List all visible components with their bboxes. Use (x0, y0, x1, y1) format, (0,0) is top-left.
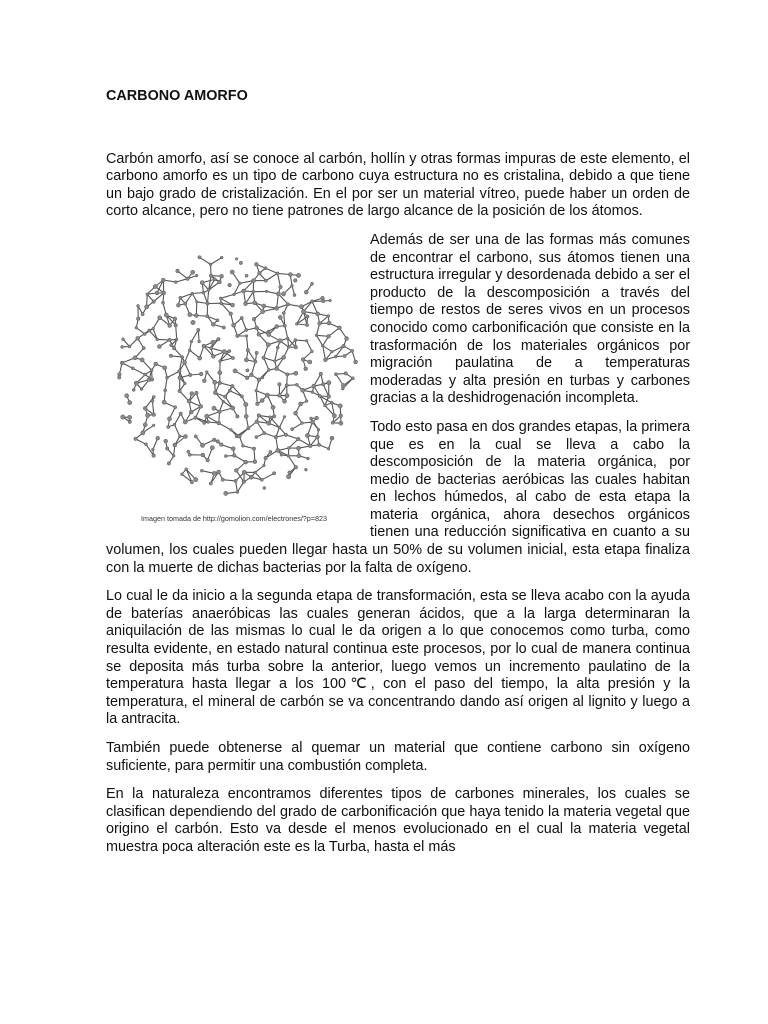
figure-caption: Imagen tomada de http://gomolion.com/electrones/?p=823 (141, 513, 327, 523)
document-title: CARBONO AMORFO (106, 88, 248, 104)
paragraph-3: Todo esto pasa en dos grandes etapas, la primera que es en la cual se lleva a cabo la descomposición de la materia orgánica, por medio de bacterias aeróbicas las cuales habitan en lechos húmedos, al cabo de esta etapa la materia orgánica, ahora desechos orgánicos tienen una reducción significativa en cuanto a su volumen, los cuales pueden llegar hasta un 50% de su volumen inicial, esta etapa finaliza con la muerte de dichas bacterias por la falta de oxígeno. (106, 418, 690, 576)
paragraph-6: En la naturaleza encontramos diferentes tipos de carbones minerales, los cuales se clasifican dependiendo del grado de carbonificación que haya tenido la materia vegetal que origino el carbón. Esto va desde el menos evolucionado en el cual la materia vegetal muestra poca alteración este es la Turba, hasta el más (106, 786, 690, 855)
paragraph-4: Lo cual le da inicio a la segunda etapa de transformación, esta se lleva acabo con la ayuda de baterías anaeróbicas las cuales generan ácidos, que a la larga determinaran la aniquilación de las mismas lo cual le da origen a lo que conocemos como turba, como resulta evidente, en estado natural continua este procesos, por lo cual de manera continua se deposita más turba sobre la anterior, luego vemos un incremento paulatino de la temperatura hasta llegar a los 100℃, con el paso del tiempo, la alta presión y la temperatura, el mineral de carbón se va concentrando dando así origen al lignito y luego a la antracita. (106, 588, 690, 728)
network-atoms (118, 256, 358, 496)
amorphous-carbon-network-image (106, 234, 362, 514)
paragraph-1: Carbón amorfo, así se conoce al carbón, hollín y otras formas impuras de este elemento, el carbono amorfo es un tipo de carbono cuya estructura no es cristalina, debido a que tiene un bajo grado de cristalización. En el por ser un material vítreo, puede haber un orden de corto alcance, pero no tiene patrones de largo alcance de la posición de los átomos. (106, 150, 690, 220)
paragraph-5: También puede obtenerse al quemar un material que contiene carbono sin oxígeno suficiente, para permitir una combustión completa. (106, 740, 690, 774)
document-page (106, 88, 690, 868)
figure-amorphous-carbon (106, 234, 362, 526)
paragraph-2: Además de ser una de las formas más comunes de encontrar el carbono, sus átomos tienen una estructura irregular y desordenada debido a ser el producto de la descomposición a través del tiempo de restos de seres vivos en un procesos conocido como carbonificación que consiste en la trasformación de los materiales orgánicos por migración paulatina de a temperaturas moderadas y alta presión en turbas y carbones gracias a la deshidrogenación incompleta. (370, 231, 690, 407)
